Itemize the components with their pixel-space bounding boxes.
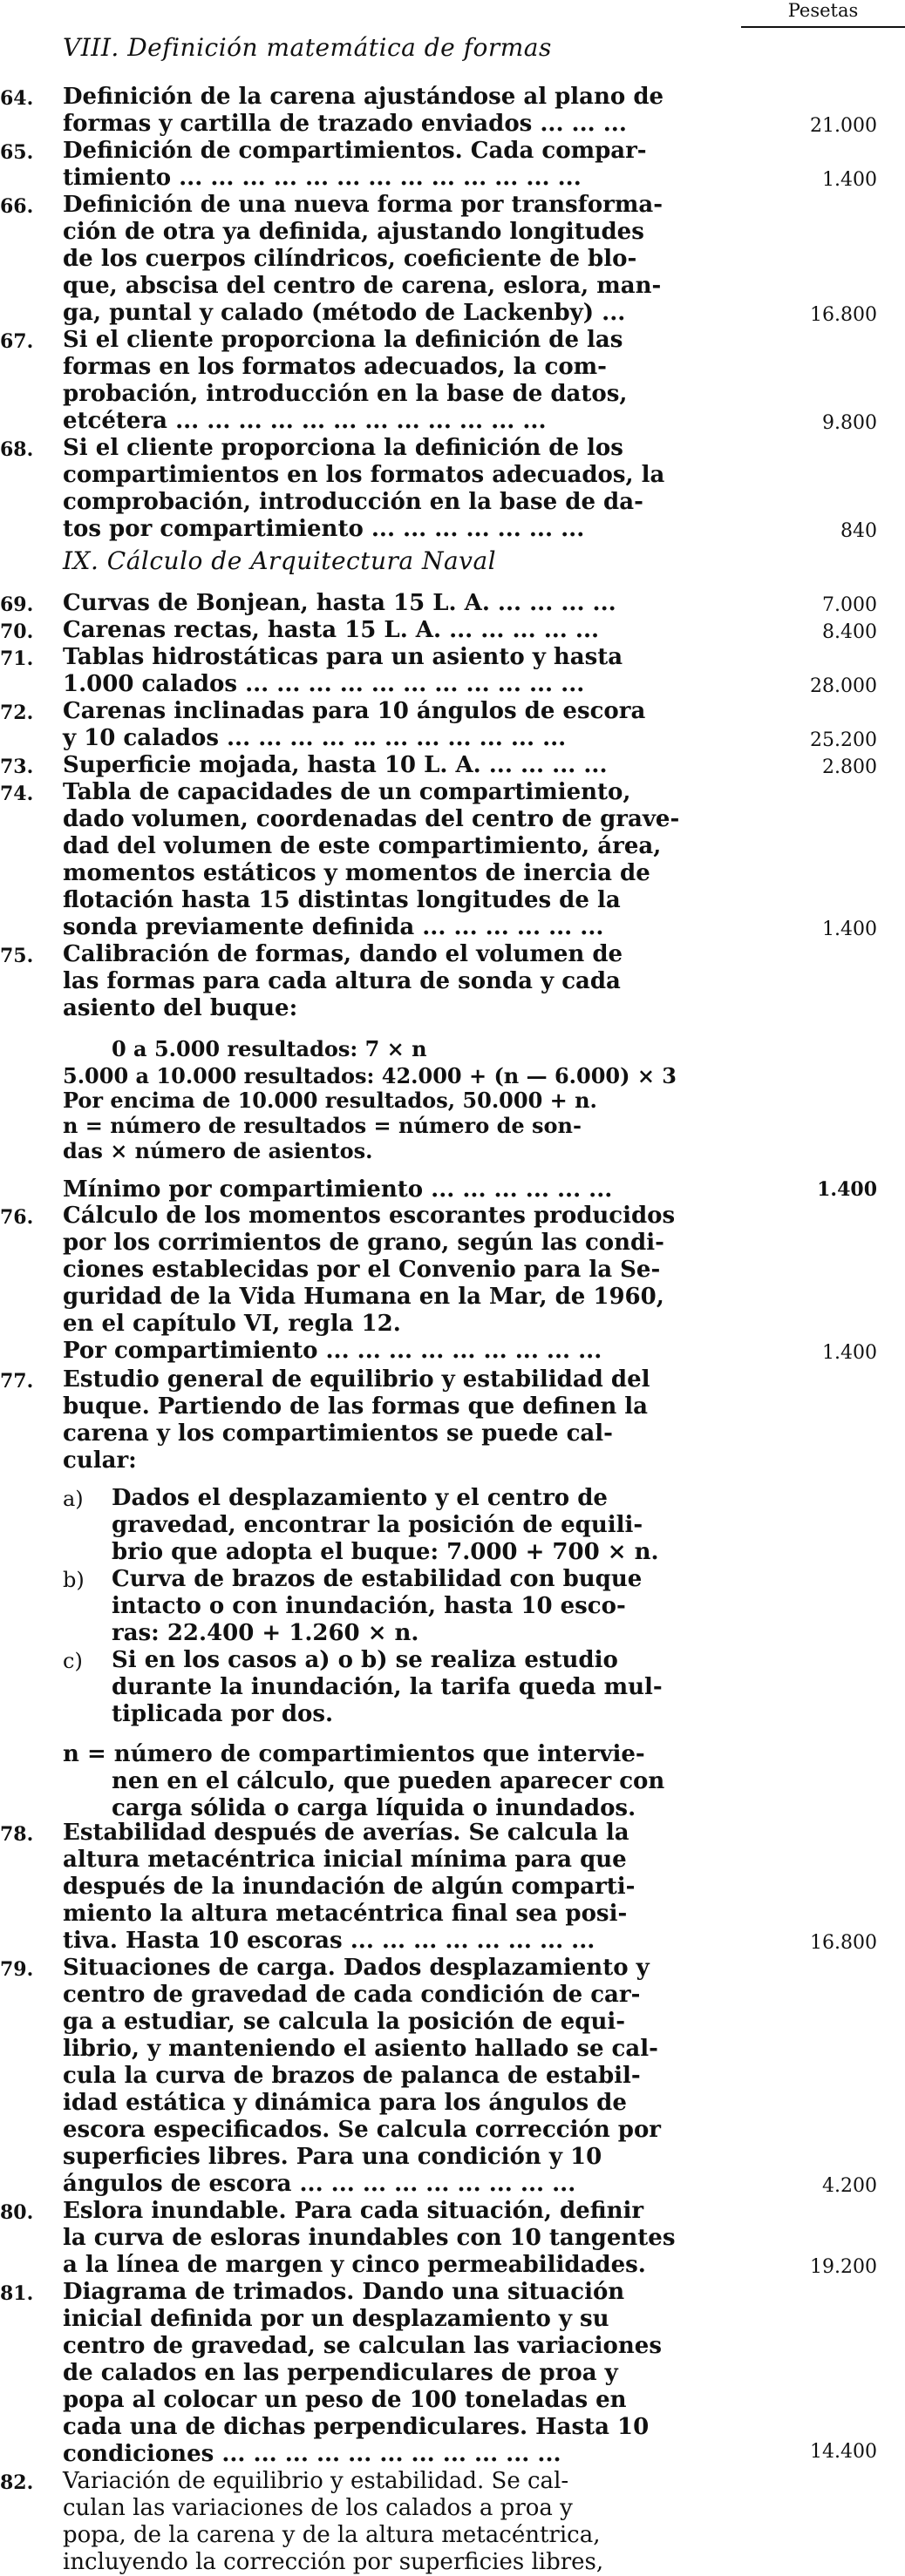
- item-price: 19.200: [810, 2256, 877, 2278]
- item-number: 79.: [0, 1958, 34, 1981]
- item-number: 66.: [0, 195, 34, 218]
- item-text: Si el cliente proporciona la definición de las formas en los formatos adecuados, la com- probación, introducción en la base de datos, etcétera ... ... ... ... ... ... ... ... ... ... ... ...: [63, 327, 628, 434]
- item-text: Variación de equilibrio y estabilidad. Se cal- culan las variaciones de los calados a proa y popa, de la carena y de la altura metacéntrica, incluyendo la corrección por superficies libres,: [63, 2468, 604, 2575]
- item-price: 4.200: [822, 2175, 877, 2197]
- item-text: Carenas rectas, hasta 15 L. A. ... ... ... ... ...: [63, 617, 600, 643]
- item-number: 71.: [0, 647, 34, 670]
- item-price: 16.800: [810, 1932, 877, 1954]
- item-price: 14.400: [810, 2441, 877, 2463]
- item-price: 16.800: [810, 304, 877, 326]
- item-text: Carenas inclinadas para 10 ángulos de escora y 10 calados ... ... ... ... ... ... ... ... ... ... ...: [63, 698, 646, 751]
- subitem-c-label: c): [63, 1649, 83, 1673]
- formula-line: 5.000 a 10.000 resultados: 42.000 + (n — 6.000) × 3: [63, 1063, 677, 1088]
- formula-line: Por encima de 10.000 resultados, 50.000 + n.: [63, 1088, 597, 1113]
- formula-line: 0 a 5.000 resultados: 7 × n: [112, 1036, 427, 1061]
- item-text: Si el cliente proporciona la definición de los compartimientos en los formatos adecuados, la comprobación, introducción en la base de da- tos por compartimiento ... ... ... ... ... ... ...: [63, 435, 665, 542]
- item-number: 67.: [0, 330, 34, 353]
- item-number: 69.: [0, 593, 34, 616]
- item-text: Superficie mojada, hasta 10 L. A. ... ... ... ...: [63, 752, 608, 778]
- section-title-ix: IX. Cálculo de Arquitectura Naval: [63, 546, 497, 575]
- item-text: Tabla de capacidades de un compartimiento, dado volumen, coordenadas del centro de grave- dad del volumen de este compartimiento, área, momentos estáticos y momentos de inercia de flotación hasta 15 distintas longitudes de la sonda previamente definida ... ... ... ... ... ...: [63, 779, 680, 940]
- item-price: 25.200: [810, 729, 877, 751]
- subitem-a-label: a): [63, 1487, 84, 1511]
- item-number: 73.: [0, 756, 34, 778]
- item-text: Cálculo de los momentos escorantes producidos por los corrimientos de grano, según las condi- ciones establecidas por el Convenio para la Se- guridad de la Vida Humana en la Mar, de 1960, en el capítulo VI, regla 12. Por compartimiento ... ... ... ... ... ... ... ... ...: [63, 1203, 676, 1364]
- item-number: 75.: [0, 945, 34, 967]
- formula-line: n = número de resultados = número de son-: [63, 1113, 582, 1138]
- item-price: 840: [840, 520, 877, 542]
- item-price: 28.000: [810, 675, 877, 697]
- pesetas-column-header: Pesetas: [741, 0, 905, 28]
- item-price: 2.800: [822, 756, 877, 778]
- formula-line: das × número de asientos.: [63, 1138, 373, 1163]
- item-number: 68.: [0, 438, 34, 461]
- definition-n: n = número de compartimientos que intervie- nen en el cálculo, que pueden aparecer con carga sólida o carga líquida o inundados.: [63, 1741, 665, 1821]
- item-text: Situaciones de carga. Dados desplazamiento y centro de gravedad de cada condición de car- ga a estudiar, se calcula la posición de equi- librio, y manteniendo el asiento hallado se cal- cula la curva de brazos de palanca de estabil- idad estática y dinámica para los ángulos de escora especificados. Se calcula corrección por superficies libres. Para una condición y 10 ángulos de escora ... ... ... ... ... ... ... ... ...: [63, 1955, 662, 2197]
- item-price: 1.400: [822, 169, 877, 191]
- item-price: 1.400: [822, 919, 877, 940]
- item-number: 70.: [0, 620, 34, 643]
- subitem-c: Si en los casos a) o b) se realiza estudio durante la inundación, la tarifa queda mul- tiplicada por dos.: [112, 1647, 663, 1727]
- item-text: Estudio general de equilibrio y estabilidad del buque. Partiendo de las formas que definen la carena y los compartimientos se puede cal- cular:: [63, 1366, 650, 1474]
- item-number: 74.: [0, 783, 34, 805]
- item-number: 65.: [0, 141, 34, 164]
- item-price: 8.400: [822, 621, 877, 643]
- item-price: 21.000: [810, 115, 877, 137]
- item-number: 64.: [0, 87, 34, 110]
- item-price: 1.400: [822, 1342, 877, 1364]
- item-number: 76.: [0, 1206, 34, 1229]
- item-text: Eslora inundable. Para cada situación, definir la curva de esloras inundables con 10 tangentes a la línea de margen y cinco permeabilidades.: [63, 2198, 676, 2278]
- subitem-b: Curva de brazos de estabilidad con buque intacto o con inundación, hasta 10 esco- ras: 22.400 + 1.260 × n.: [112, 1566, 643, 1646]
- item-price: 7.000: [822, 594, 877, 616]
- item-text: Diagrama de trimados. Dando una situación inicial definida por un desplazamiento y su centro de gravedad, se calculan las variaciones de calados en las perpendiculares de proa y popa al colocar un peso de 100 toneladas en cada una de dichas perpendiculares. Hasta 10 condiciones ... ... ... ... ... ... ... ... ... ... ...: [63, 2279, 662, 2467]
- subitem-a: Dados el desplazamiento y el centro de gravedad, encontrar la posición de equili- brio que adopta el buque: 7.000 + 700 × n.: [112, 1485, 659, 1565]
- item-text: Tablas hidrostáticas para un asiento y hasta 1.000 calados ... ... ... ... ... ... ... ... ... ... ...: [63, 644, 623, 697]
- item-number: 72.: [0, 702, 34, 724]
- section-title-viii: VIII. Definición matemática de formas: [63, 33, 552, 62]
- item-text: Definición de una nueva forma por transforma- ción de otra ya definida, ajustando longitudes de los cuerpos cilíndricos, coeficiente de blo- que, abscisa del centro de carena, eslora, man- ga, puntal y calado (método de Lackenby) ...: [63, 192, 663, 326]
- item-number: 78.: [0, 1823, 34, 1846]
- subitem-b-label: b): [63, 1568, 85, 1592]
- item-price: 9.800: [822, 412, 877, 434]
- item-text: Definición de la carena ajustándose al plano de formas y cartilla de trazado enviados ... ... ...: [63, 84, 664, 137]
- item-number: 77.: [0, 1370, 34, 1393]
- item-number: 81.: [0, 2282, 34, 2305]
- item-text: Calibración de formas, dando el volumen de las formas para cada altura de sonda y cada asiento del buque:: [63, 941, 623, 1021]
- item-price: 1.400: [817, 1178, 877, 1201]
- minimum-line: Mínimo por compartimiento ... ... ... ... ... ...: [63, 1176, 613, 1203]
- item-text: Estabilidad después de averías. Se calcula la altura metacéntrica inicial mínima para que después de la inundación de algún comparti- miento la altura metacéntrica final sea posi- tiva. Hasta 10 escoras ... ... ... ... ... ... ... ...: [63, 1820, 636, 1954]
- item-number: 80.: [0, 2201, 34, 2224]
- item-text: Definición de compartimientos. Cada compar- timiento ... ... ... ... ... ... ... ... ... ... ... ... ...: [63, 138, 647, 191]
- item-text: Curvas de Bonjean, hasta 15 L. A. ... ... ... ...: [63, 590, 616, 616]
- item-number: 82.: [0, 2471, 34, 2494]
